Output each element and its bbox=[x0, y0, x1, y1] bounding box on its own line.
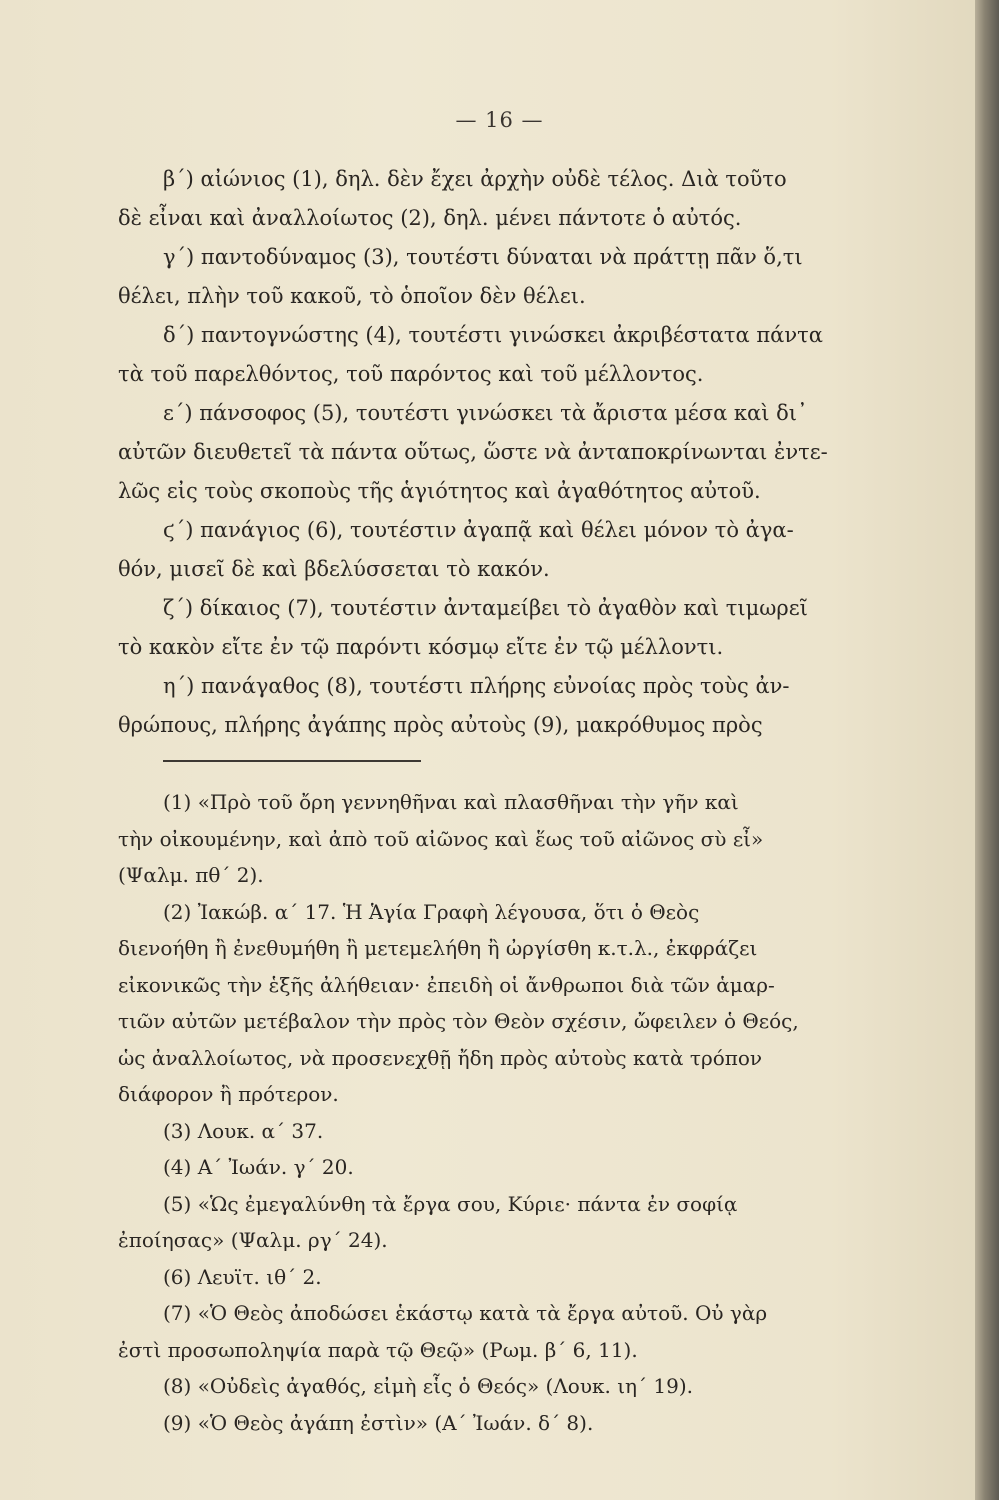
footnote-line bbox=[118, 1259, 886, 1296]
footnote-line bbox=[118, 1003, 886, 1040]
page-number: — 16 — bbox=[455, 108, 544, 132]
footnote-text: (2) Ἰακώβ. α΄ 17. Ἡ Ἁγία Γραφὴ λέγουσα, ὅτι ὁ Θεὸς bbox=[163, 899, 700, 924]
footnote-line bbox=[118, 1332, 886, 1369]
footnote-text: τιῶν αὐτῶν μετέβαλον τὴν πρὸς τὸν Θεὸν σχέσιν, ὤφειλεν ὁ Θεός, bbox=[118, 1009, 799, 1033]
footnote-text: διάφορον ἢ πρότερον. bbox=[118, 1082, 339, 1106]
footnote-line bbox=[118, 930, 886, 967]
footnote-line bbox=[118, 1295, 886, 1332]
main-text bbox=[118, 160, 886, 745]
text-line bbox=[118, 511, 886, 550]
footnote-line bbox=[118, 1186, 886, 1223]
line-text: β΄) αἰώνιος (1), δηλ. δὲν ἔχει ἀρχὴν οὐδὲ τέλος. Διὰ τοῦτο bbox=[163, 167, 787, 191]
footnote-text: τὴν οἰκουμένην, καὶ ἀπὸ τοῦ αἰῶνος καὶ ἕως τοῦ αἰῶνος σὺ εἶ» bbox=[118, 826, 764, 851]
footnote-line bbox=[118, 1405, 886, 1442]
footnote-line bbox=[118, 821, 886, 858]
footnote-line bbox=[118, 1222, 886, 1259]
text-line bbox=[118, 394, 886, 433]
line-text: ϛ΄) πανάγιος (6), τουτέστιν ἀγαπᾷ καὶ θέλει μόνον τὸ ἀγα- bbox=[163, 518, 794, 542]
text-line bbox=[118, 667, 886, 706]
line-text: θέλει, πλὴν τοῦ κακοῦ, τὸ ὁποῖον δὲν θέλει. bbox=[118, 284, 586, 308]
footnote-line bbox=[118, 857, 886, 894]
footnote-text: (9) «Ὁ Θεὸς ἀγάπη ἐστὶν» (Α΄ Ἰωάν. δ΄ 8). bbox=[163, 1410, 594, 1435]
footnote-text: εἰκονικῶς τὴν ἑξῆς ἀλήθειαν· ἐπειδὴ οἱ ἄνθρωποι διὰ τῶν ἁμαρ- bbox=[118, 972, 775, 997]
line-text: η΄) πανάγαθος (8), τουτέστι πλήρης εὐνοίας πρὸς τοὺς ἀν- bbox=[163, 674, 790, 698]
line-text: λῶς εἰς τοὺς σκοποὺς τῆς ἁγιότητος καὶ ἀγαθότητος αὐτοῦ. bbox=[118, 479, 761, 503]
footnote-line bbox=[118, 1368, 886, 1405]
line-text: δ΄) παντογνώστης (4), τουτέστι γινώσκει ἀκριβέστατα πάντα bbox=[163, 323, 823, 347]
text-line bbox=[118, 550, 886, 589]
footnote-text: (6) Λευϊτ. ιθ΄ 2. bbox=[163, 1264, 322, 1289]
line-text: αὐτῶν διευθετεῖ τὰ πάντα οὕτως, ὥστε νὰ ἀνταποκρίνωνται ἐντε- bbox=[118, 440, 828, 464]
footnote-line bbox=[118, 1113, 886, 1150]
text-line bbox=[118, 160, 886, 199]
text-line bbox=[118, 277, 886, 316]
text-line bbox=[118, 316, 886, 355]
footnote-line bbox=[118, 1040, 886, 1077]
footnote-separator bbox=[163, 760, 421, 762]
footnotes bbox=[118, 784, 886, 1441]
line-text: τὰ τοῦ παρελθόντος, τοῦ παρόντος καὶ τοῦ μέλλοντος. bbox=[118, 362, 704, 386]
footnote-text: ἐποίησας» (Ψαλμ. ργ΄ 24). bbox=[118, 1228, 388, 1252]
footnote-text: (8) «Οὐδεὶς ἀγαθός, εἰμὴ εἷς ὁ Θεός» (Λουκ. ιη΄ 19). bbox=[163, 1374, 693, 1398]
footnote-text: (Ψαλμ. πθ΄ 2). bbox=[118, 863, 264, 887]
text-line bbox=[118, 433, 886, 472]
text-line bbox=[118, 628, 886, 667]
text-line bbox=[118, 589, 886, 628]
text-line bbox=[118, 238, 886, 277]
line-text: ε΄) πάνσοφος (5), τουτέστι γινώσκει τὰ ἄριστα μέσα καὶ δι᾽ bbox=[163, 401, 808, 425]
text-line bbox=[118, 355, 886, 394]
footnote-text: (1) «Πρὸ τοῦ ὄρη γεννηθῆναι καὶ πλασθῆναι τὴν γῆν καὶ bbox=[163, 790, 739, 814]
footnote-line bbox=[118, 784, 886, 821]
text-line bbox=[118, 472, 886, 511]
text-line bbox=[118, 706, 886, 745]
line-text: θρώπους, πλήρης ἀγάπης πρὸς αὐτοὺς (9), μακρόθυμος πρὸς bbox=[118, 713, 763, 737]
line-text: τὸ κακὸν εἴτε ἐν τῷ παρόντι κόσμῳ εἴτε ἐν τῷ μέλλοντι. bbox=[118, 635, 724, 659]
footnote-line bbox=[118, 894, 886, 931]
line-text: ζ΄) δίκαιος (7), τουτέστιν ἀνταμείβει τὸ ἀγαθὸν καὶ τιμωρεῖ bbox=[163, 596, 808, 620]
footnote-text: (4) Α΄ Ἰωάν. γ΄ 20. bbox=[163, 1155, 354, 1179]
line-text: θόν, μισεῖ δὲ καὶ βδελύσσεται τὸ κακόν. bbox=[118, 557, 550, 581]
footnote-text: διενοήθη ἢ ἐνεθυμήθη ἢ μετεμελήθη ἢ ὠργίσθη κ.τ.λ., ἐκφράζει bbox=[118, 936, 758, 960]
footnote-text: (7) «Ὁ Θεὸς ἀποδώσει ἑκάστῳ κατὰ τὰ ἔργα αὐτοῦ. Οὐ γὰρ bbox=[163, 1301, 768, 1325]
footnote-text: (5) «Ὡς ἐμεγαλύνθη τὰ ἔργα σου, Κύριε· πάντα ἐν σοφίᾳ bbox=[163, 1191, 738, 1216]
footnote-text: ὡς ἀναλλοίωτος, νὰ προσενεχθῇ ἤδη πρὸς αὐτοὺς κατὰ τρόπον bbox=[118, 1045, 763, 1070]
footnote-line bbox=[118, 967, 886, 1004]
footnote-line bbox=[118, 1149, 886, 1186]
line-text: γ΄) παντοδύναμος (3), τουτέστι δύναται νὰ πράττῃ πᾶν ὅ,τι bbox=[163, 245, 803, 269]
line-text: δὲ εἶναι καὶ ἀναλλοίωτος (2), δηλ. μένει πάντοτε ὁ αὐτός. bbox=[118, 206, 742, 230]
book-spine-edge bbox=[975, 0, 999, 1500]
footnote-text: ἐστὶ προσωποληψία παρὰ τῷ Θεῷ» (Ρωμ. β΄ 6, 11). bbox=[118, 1337, 638, 1362]
footnote-text: (3) Λουκ. α΄ 37. bbox=[163, 1118, 324, 1143]
text-line bbox=[118, 199, 886, 238]
footnote-line bbox=[118, 1076, 886, 1113]
